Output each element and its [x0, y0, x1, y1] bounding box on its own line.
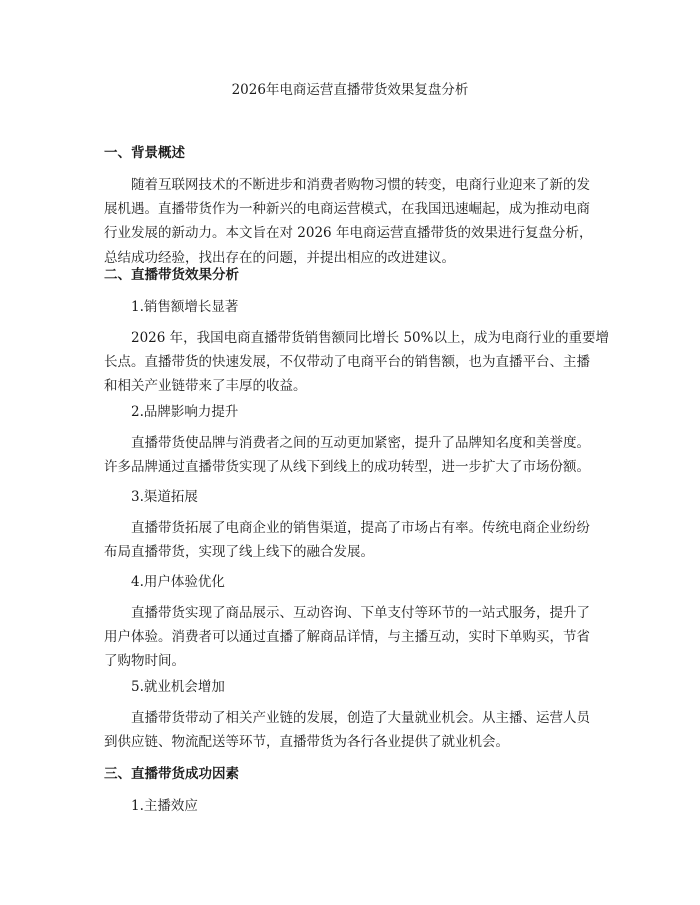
text-line: 了购物时间。: [104, 653, 185, 670]
section-heading-effect-analysis: 二、直播带货效果分析: [104, 267, 239, 283]
section-heading-background: 一、背景概述: [104, 145, 185, 161]
subsection-heading-channel: 3.渠道拓展: [131, 489, 198, 505]
subsection-heading-sales: 1.销售额增长显著: [131, 299, 239, 315]
paragraph-background: [104, 173, 608, 270]
text-line: 直播带货拓展了电商企业的销售渠道，提高了市场占有率。传统电商企业纷纷: [131, 520, 590, 536]
paragraph-channel: [104, 516, 608, 564]
text-line: 2026 年，我国电商直播带货销售额同比增长 50%以上，成为电商行业的重要增: [131, 330, 609, 346]
text-line: 直播带货带动了相关产业链的发展，创造了大量就业机会。从主播、运营人员: [131, 710, 590, 726]
paragraph-sales: [104, 326, 608, 399]
paragraph-employment: [104, 706, 608, 754]
text-line: 行业发展的新动力。本文旨在对 2026 年电商运营直播带货的效果进行复盘分析，: [104, 225, 593, 242]
text-line: 和相关产业链带来了丰厚的收益。: [104, 378, 307, 395]
text-line: 到供应链、物流配送等环节，直播带货为各行各业提供了就业机会。: [104, 734, 509, 751]
paragraph-user-experience: [104, 601, 608, 674]
text-line: 总结成功经验，找出存在的问题，并提出相应的改进建议。: [104, 249, 455, 266]
subsection-heading-employment: 5.就业机会增加: [131, 679, 225, 695]
text-line: 随着互联网技术的不断进步和消费者购物习惯的转变，电商行业迎来了新的发: [131, 177, 590, 193]
text-line: 布局直播带货，实现了线上线下的融合发展。: [104, 544, 374, 561]
text-line: 长点。直播带货的快速发展，不仅带动了电商平台的销售额，也为直播平台、主播: [104, 354, 590, 371]
text-line: 用户体验。消费者可以通过直播了解商品详情，与主播互动，实时下单购买，节省: [104, 629, 590, 646]
subsection-heading-brand: 2.品牌影响力提升: [131, 404, 239, 420]
subsection-heading-user-experience: 4.用户体验优化: [131, 574, 225, 590]
text-line: 直播带货实现了商品展示、互动咨询、下单支付等环节的一站式服务，提升了: [131, 605, 590, 621]
document-title: 2026年电商运营直播带货效果复盘分析: [231, 82, 469, 98]
subsection-heading-anchor-effect: 1.主播效应: [131, 798, 198, 814]
text-line: 展机遇。直播带货作为一种新兴的电商运营模式，在我国迅速崛起，成为推动电商: [104, 201, 590, 218]
section-heading-success-factors: 三、直播带货成功因素: [104, 766, 239, 782]
text-line: 直播带货使品牌与消费者之间的互动更加紧密，提升了品牌知名度和美誉度。: [131, 435, 590, 451]
text-line: 许多品牌通过直播带货实现了从线下到线上的成功转型，进一步扩大了市场份额。: [104, 459, 590, 476]
paragraph-brand: [104, 431, 608, 479]
